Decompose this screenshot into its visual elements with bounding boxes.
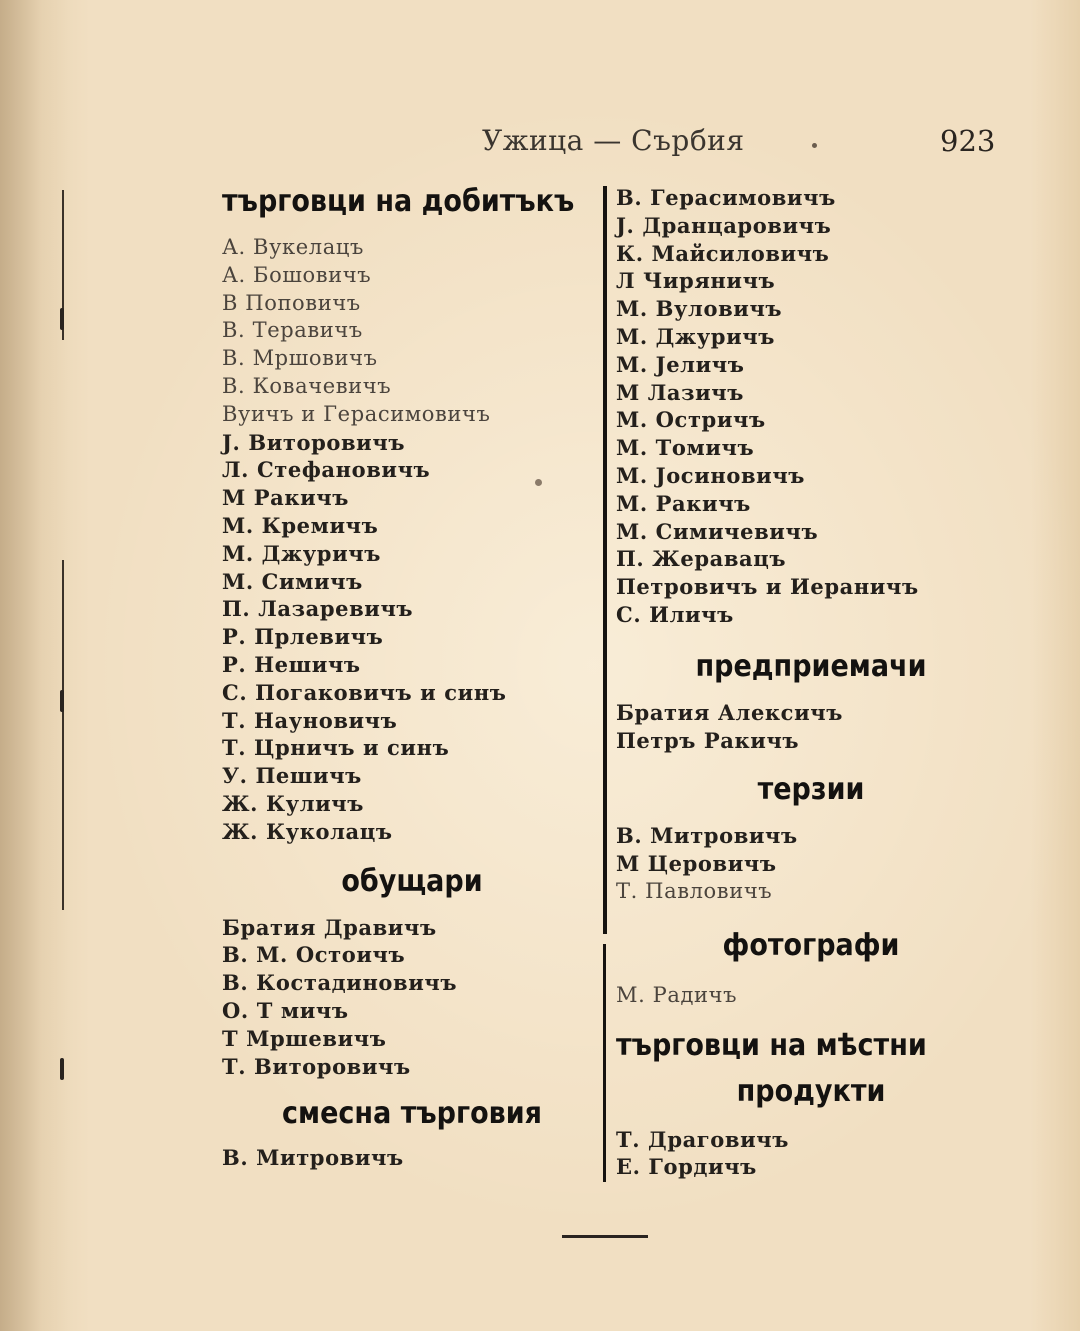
photographers-list <box>616 982 1006 1010</box>
list-item: Ј. Виторовичъ <box>222 429 406 455</box>
list-item: Р. Прлевичъ <box>222 624 384 650</box>
list-item: С. Погаковичъ и синъ <box>222 679 507 705</box>
section-title-tailors: терзии <box>757 772 865 808</box>
list-item: В Поповичъ <box>222 290 361 315</box>
left-column <box>222 184 602 1172</box>
list-item: М Церовичъ <box>616 851 777 877</box>
shoemakers-list <box>222 914 602 1081</box>
list-item: М Ракичъ <box>222 485 349 511</box>
list-item: Петровичъ и Иераничъ <box>616 574 919 600</box>
list-item: В. Митровичъ <box>222 1145 404 1171</box>
list-item: В. Мршовичъ <box>222 346 378 371</box>
section-title-local-products-traders: търговци на мѣстни <box>616 1027 927 1063</box>
list-item: Р. Нешичъ <box>222 651 361 677</box>
list-item: Е. Гордичъ <box>616 1154 757 1180</box>
list-item: В. М. Остоичъ <box>222 942 406 968</box>
list-item: М. Ракичъ <box>616 490 751 516</box>
list-item: А. Вукелацъ <box>222 235 364 259</box>
section-title-livestock-traders: търговци на добитъкъ <box>222 184 575 219</box>
list-item: Ж. Куколацъ <box>222 818 393 844</box>
local-products-traders-list <box>616 1126 1006 1182</box>
list-item: Т. Виторовичъ <box>222 1053 411 1079</box>
page-end-rule <box>562 1235 648 1238</box>
livestock-traders-continued-list <box>616 184 1006 629</box>
running-title: Ужица — Сърбия <box>482 124 745 157</box>
list-item: Братия Алексичъ <box>616 699 843 725</box>
list-item: Т Мршевичъ <box>222 1025 387 1051</box>
list-item: С. Иличъ <box>616 601 734 627</box>
page-number: 923 <box>940 124 996 158</box>
list-item: Т. Павловичъ <box>616 878 773 903</box>
list-item: М. Остричъ <box>616 407 766 433</box>
list-item: В. Костадиновичъ <box>222 970 458 996</box>
section-title-contractors: предприемачи <box>695 648 927 684</box>
list-item: Ж. Куличъ <box>222 790 364 816</box>
book-binding-shadow <box>0 0 70 1331</box>
livestock-traders-list <box>222 234 602 846</box>
list-item: М. Вуловичъ <box>616 296 783 322</box>
list-item: В. Герасимовичъ <box>616 185 836 210</box>
column-divider <box>603 186 607 934</box>
list-item: М. Симичевичъ <box>616 518 819 544</box>
list-item: М. Симичъ <box>222 568 363 594</box>
column-divider <box>603 944 606 1182</box>
list-item: Петръ Ракичъ <box>616 727 800 753</box>
list-item: М. Радичъ <box>616 982 738 1007</box>
list-item: В. Теравичъ <box>222 318 363 343</box>
contractors-list <box>616 699 1006 755</box>
list-item: П. Жеравацъ <box>616 546 787 572</box>
list-item: Ј. Дранцаровичъ <box>616 212 832 238</box>
list-item: В. Митровичъ <box>616 823 798 849</box>
tailors-list <box>616 822 1006 905</box>
list-item: М. Джуричъ <box>616 323 775 349</box>
list-item: У. Пешичъ <box>222 763 362 789</box>
list-item: М. Томичъ <box>616 435 755 461</box>
right-column <box>616 184 1006 1181</box>
list-item: А. Бошовичъ <box>222 262 372 287</box>
list-item: М. Кремичъ <box>222 512 379 538</box>
section-title-photographers: фотографи <box>722 927 900 963</box>
mixed-trade-list <box>222 1144 602 1172</box>
list-item: Т. Црничъ и синъ <box>222 735 450 761</box>
list-item: О. Т мичъ <box>222 997 349 1023</box>
list-item: К. Майсиловичъ <box>616 240 830 266</box>
section-title-local-products-traders-line2: продукти <box>736 1073 886 1109</box>
list-item: Т. Науновичъ <box>222 707 398 733</box>
list-item: М. Јосиновичъ <box>616 462 805 488</box>
list-item: П. Лазаревичъ <box>222 596 414 622</box>
list-item: М. Јеличъ <box>616 351 745 377</box>
list-item: Л Чиряничъ <box>616 268 776 294</box>
print-speck <box>812 143 817 148</box>
list-item: Т. Драговичъ <box>616 1126 789 1152</box>
list-item: Л. Стефановичъ <box>222 457 431 483</box>
section-title-mixed-trade: смесна търговия <box>282 1096 542 1132</box>
binding-edge-line <box>62 560 64 910</box>
list-item: Братия Дравичъ <box>222 914 437 940</box>
binding-stitch <box>60 1058 64 1080</box>
list-item: М. Джуричъ <box>222 540 381 566</box>
binding-stitch <box>60 690 64 712</box>
list-item: Вуичъ и Герасимовичъ <box>222 401 491 426</box>
binding-stitch <box>60 308 64 330</box>
section-title-shoemakers: обущари <box>341 863 483 899</box>
list-item: В. Ковачевичъ <box>222 373 392 398</box>
list-item: М Лазичъ <box>616 379 744 405</box>
